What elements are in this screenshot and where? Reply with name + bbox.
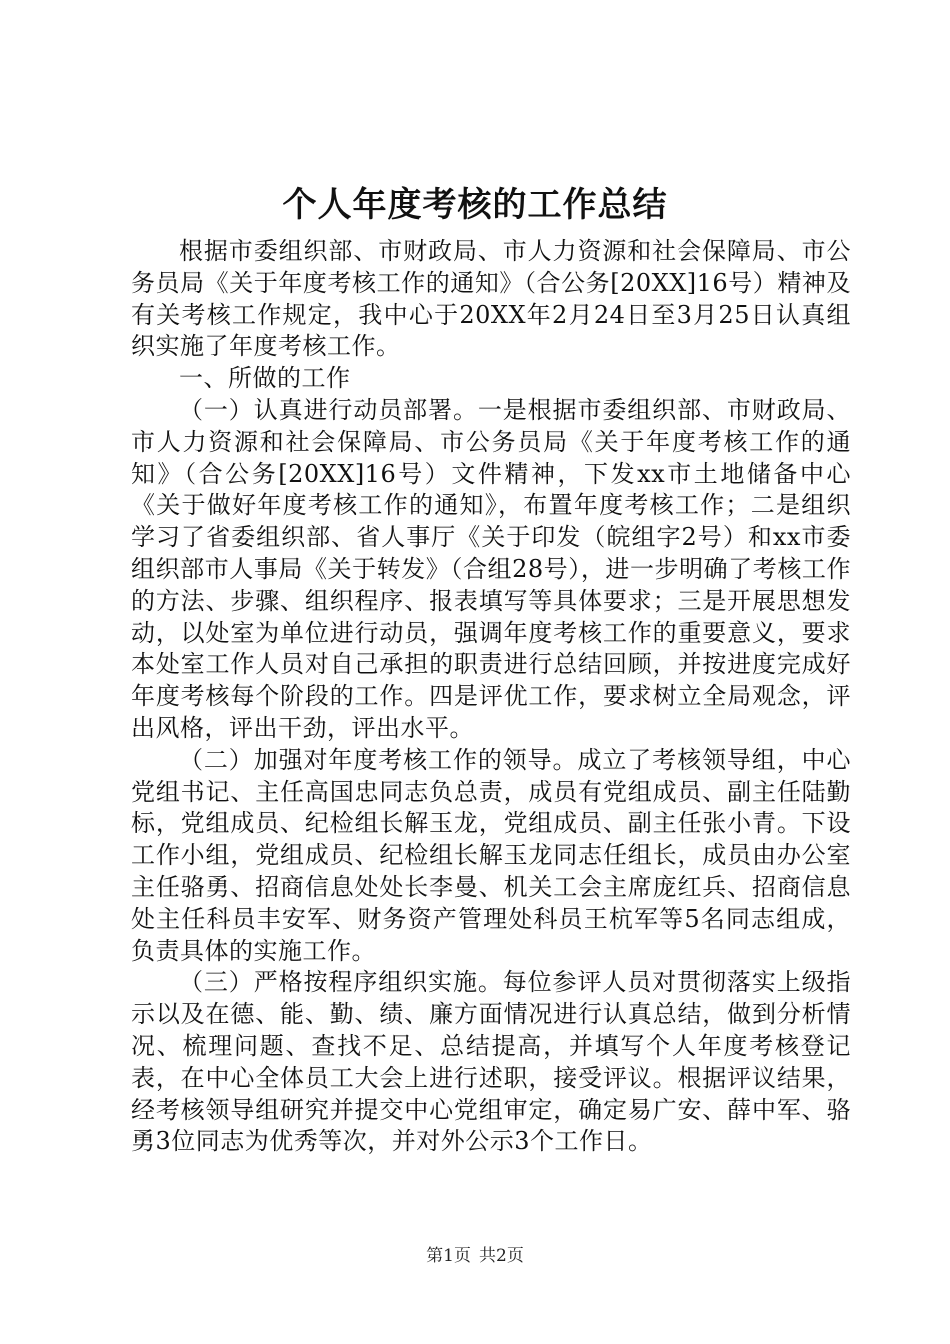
page-total: 共2页	[479, 1246, 524, 1266]
document-body	[131, 236, 851, 1158]
intro-paragraph: 根据市委组织部、市财政局、市人力资源和社会保障局、市公务员局《关于年度考核工作的通知》（合公务[20XX]16号）精神及有关考核工作规定，我中心于20XX年2月24日至3月25日认真组织实施了年度考核工作。	[131, 237, 851, 361]
paragraph-implementation: （三）严格按程序组织实施。每位参评人员对贯彻落实上级指示以及在德、能、勤、绩、廉方面情况进行认真总结，做到分析情况、梳理问题、查找不足、总结提高，并填写个人年度考核登记表，在中心全体员工大会上进行述职，接受评议。根据评议结果，经考核领导组研究并提交中心党组审定，确定易广安、薛中军、骆勇3位同志为优秀等次，并对外公示3个工作日。	[131, 968, 851, 1156]
page-number: 第1页	[426, 1246, 471, 1266]
paragraph-mobilization: （一）认真进行动员部署。一是根据市委组织部、市财政局、市人力资源和社会保障局、市公务员局《关于年度考核工作的通知》（合公务[20XX]16号）文件精神，下发xx市土地储备中心《关于做好年度考核工作的通知》，布置年度考核工作；二是组织学习了省委组织部、省人事厅《关于印发（皖组字2号）和xx市委组织部市人事局《关于转发》（合组28号），进一步明确了考核工作的方法、步骤、组织程序、报表填写等具体要求；三是开展思想发动，以处室为单位进行动员，强调年度考核工作的重要意义，要求本处室工作人员对自己承担的职责进行总结回顾，并按进度完成好年度考核每个阶段的工作。四是评优工作，要求树立全局观念，评出风格，评出干劲，评出水平。	[131, 395, 851, 742]
document-title: 个人年度考核的工作总结	[282, 185, 668, 225]
page-footer	[0, 1244, 950, 1268]
section-heading: 一、所做的工作	[179, 364, 351, 393]
paragraph-leadership: （二）加强对年度考核工作的领导。成立了考核领导组，中心党组书记、主任高国忠同志负总责，成员有党组成员、副主任陆勤标，党组成员、纪检组长解玉龙，党组成员、副主任张小青。下设工作小组，党组成员、纪检组长解玉龙同志任组长，成员由办公室主任骆勇、招商信息处处长李曼、机关工会主席庞红兵、招商信息处主任科员丰安军、财务资产管理处科员王杭军等5名同志组成，负责具体的实施工作。	[131, 745, 851, 965]
